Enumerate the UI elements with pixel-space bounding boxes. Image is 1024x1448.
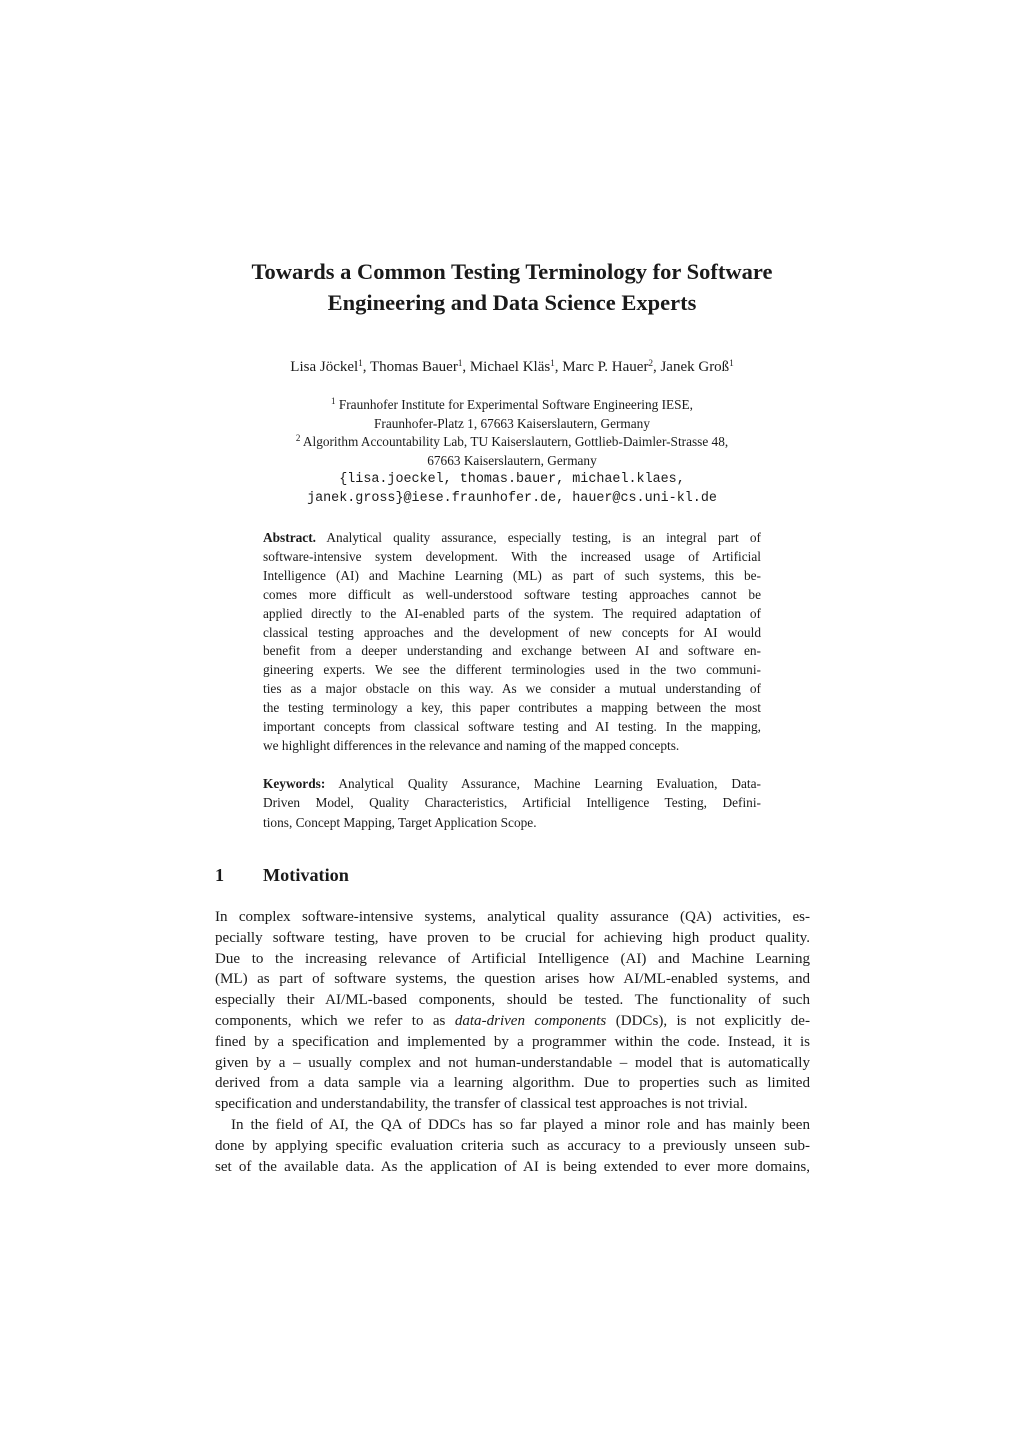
- body-line: done by applying specific evaluation criteria such as accuracy to a previously unseen sub-: [215, 1137, 810, 1154]
- affiliations: [200, 396, 824, 508]
- body-line: pecially software testing, have proven to be crucial for achieving high product quality.: [215, 929, 810, 946]
- affiliation-1-line-2: Fraunhofer-Platz 1, 67663 Kaiserslautern, Germany: [374, 415, 650, 431]
- body-line: set of the available data. As the application of AI is being extended to ever more domains,: [215, 1158, 810, 1175]
- abstract-line: comes more difficult as well-understood software testing approaches cannot be: [263, 586, 761, 602]
- author: Michael Kläs$^1$,: [469, 358, 563, 375]
- author: Lisa Jöckel$^1$,: [290, 358, 370, 375]
- body-line: Due to the increasing relevance of Artificial Intelligence (AI) and Machine Learning: [215, 950, 810, 967]
- affiliation-2-line-2: 67663 Kaiserslautern, Germany: [427, 453, 597, 469]
- author-list: [200, 357, 824, 377]
- section-heading: [215, 863, 349, 887]
- abstract: [263, 529, 761, 756]
- abstract-line: benefit from a deeper understanding and exchange between AI and software en-: [263, 643, 761, 659]
- body-line: especially their AI/ML-based components, should be tested. The functionality of such: [215, 992, 810, 1009]
- abstract-line: applied directly to the AI-enabled parts of the system. The required adaptation of: [263, 605, 761, 621]
- abstract-line: gineering experts. We see the different terminologies used in the two communi-: [263, 662, 761, 678]
- author: Marc P. Hauer$^2$,: [562, 358, 661, 375]
- keywords: [263, 774, 761, 832]
- email-line-1: {lisa.joeckel, thomas.bauer, michael.klaes,: [339, 471, 685, 487]
- body-line: specification and understandability, the transfer of classical test approaches is not trivial.: [215, 1096, 748, 1113]
- body-line: components, which we refer to as data-driven components (DDCs), is not explicitly de-: [215, 1012, 810, 1029]
- title-line-2: Engineering and Data Science Experts: [327, 290, 697, 315]
- body-line: (ML) as part of software systems, the question arises how AI/ML-enabled systems, and: [215, 971, 810, 988]
- abstract-line: Analytical quality assurance, especially testing, is an integral part of: [316, 530, 761, 545]
- email-line-2: janek.gross}@iese.fraunhofer.de, hauer@cs.uni-kl.de: [307, 490, 717, 506]
- paper-title: [200, 256, 824, 318]
- keywords-line: Driven Model, Quality Characteristics, Artificial Intelligence Testing, Defini-: [263, 795, 761, 811]
- abstract-line: the testing terminology a key, this paper contributes a mapping between the most: [263, 700, 761, 716]
- section-title: Motivation: [263, 865, 349, 885]
- section-number: 1: [215, 865, 225, 885]
- author: Janek Groß$^1$: [660, 358, 734, 375]
- abstract-label: Abstract.: [263, 530, 316, 545]
- body-line: fined by a specification and implemented by a programmer within the code. Instead, it is: [215, 1033, 810, 1050]
- body-line: In the field of AI, the QA of DDCs has so far played a minor role and has mainly been: [231, 1116, 810, 1133]
- body-line: given by a – usually complex and not human-understandable – model that is automatically: [215, 1054, 810, 1071]
- abstract-line: classical testing approaches and the development of new concepts for AI would: [263, 624, 761, 640]
- abstract-line: software-intensive system development. With the increased usage of Artificial: [263, 548, 761, 564]
- abstract-line: ties as a major obstacle on this way. As we consider a mutual understanding of: [263, 681, 761, 697]
- keywords-line: Analytical Quality Assurance, Machine Learning Evaluation, Data-: [325, 776, 761, 791]
- affiliation-2-line-1: $^2$ Algorithm Accountability Lab, TU Kaiserslautern, Gottlieb-Daimler-Strasse 48,: [295, 433, 729, 450]
- section-body: [215, 907, 810, 1177]
- title-line-1: Towards a Common Testing Terminology for Software: [251, 259, 773, 284]
- keywords-line: tions, Concept Mapping, Target Application Scope.: [263, 814, 537, 830]
- abstract-line: important concepts from classical software testing and AI testing. In the mapping,: [263, 719, 761, 735]
- body-line: In complex software-intensive systems, analytical quality assurance (QA) activities, es-: [215, 909, 810, 925]
- author: Thomas Bauer$^1$,: [369, 358, 470, 375]
- affiliation-1-line-1: $^1$ Fraunhofer Institute for Experimental Software Engineering IESE,: [331, 396, 693, 412]
- ddc-term: data-driven components: [454, 1012, 607, 1029]
- body-line: derived from a data sample via a learning algorithm. Due to properties such as limited: [215, 1075, 810, 1092]
- keywords-label: Keywords:: [263, 776, 326, 791]
- abstract-line: Intelligence (AI) and Machine Learning (ML) as part of such systems, this be-: [263, 567, 761, 583]
- abstract-line: we highlight differences in the relevance and naming of the mapped concepts.: [263, 737, 680, 753]
